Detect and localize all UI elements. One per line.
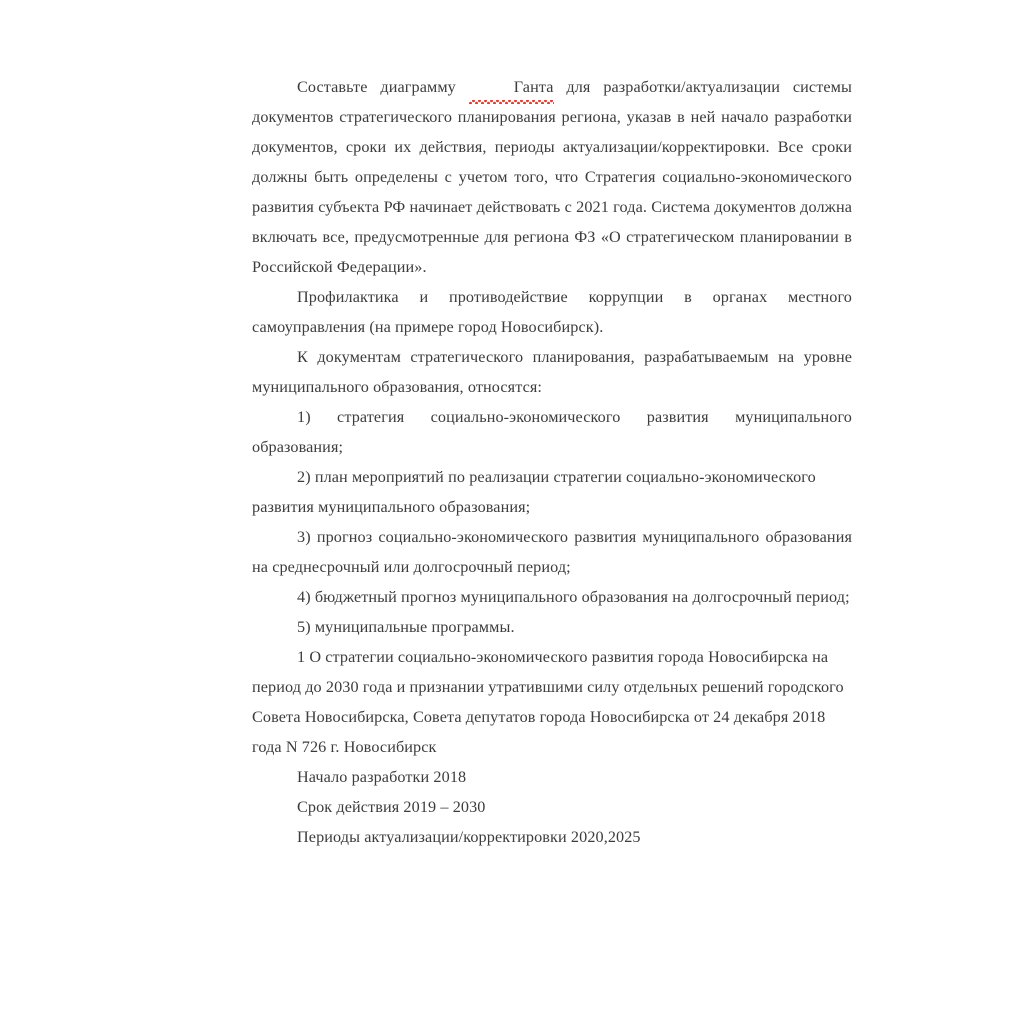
task-text-before-misspelled: Составьте диаграмму (297, 78, 469, 96)
task-text-after-misspelled: для разработки/актуализации системы документов стратегического планирования региона, указав в ней начало разработки документов, сроки их действия, периоды актуализации/корректировки. Все сроки должны быть определены с учетом того, что Стратегия социально-экономического развития субъекта РФ начинает действовать с 2021 года. Система документов должна включать все, предусмотренные для региона ФЗ «О стратегическом планировании в Российской Федерации». (252, 78, 852, 276)
list-item-1: 1) стратегия социально-экономического развития муниципального образования; (252, 408, 852, 456)
misspelled-word-ganta[interactable]: Ганта (469, 72, 554, 102)
paragraph-corruption-prevention: Профилактика и противодействие коррупции в органах местного самоуправления (на примере город Новосибирск). (252, 288, 852, 336)
list-item-5: 5) муниципальные программы. (297, 618, 515, 636)
list-item-2: 2) план мероприятий по реализации стратегии социально-экономического развития муниципального образования; (252, 468, 816, 516)
paragraph-task-description (252, 72, 852, 282)
document-body (252, 72, 852, 852)
line-validity-period: Срок действия 2019 – 2030 (297, 798, 486, 816)
list-item-4: 4) бюджетный прогноз муниципального образования на долгосрочный период; (297, 588, 850, 606)
paragraph-strategic-planning-intro: К документам стратегического планирования, разрабатываемым на уровне муниципального образования, относятся: (252, 348, 852, 396)
line-development-start: Начало разработки 2018 (297, 768, 467, 786)
line-update-periods: Периоды актуализации/корректировки 2020,2025 (297, 828, 641, 846)
list-item-3: 3) прогноз социально-экономического развития муниципального образования на среднесрочный или долгосрочный период; (252, 528, 852, 576)
footnote-novosibirsk-strategy: 1 О стратегии социально-экономического развития города Новосибирска на период до 2030 года и признании утратившими силу отдельных решений городского Совета Новосибирска, Совета депутатов города Новосибирска от 24 декабря 2018 года N 726 г. Новосибирск (252, 648, 844, 756)
